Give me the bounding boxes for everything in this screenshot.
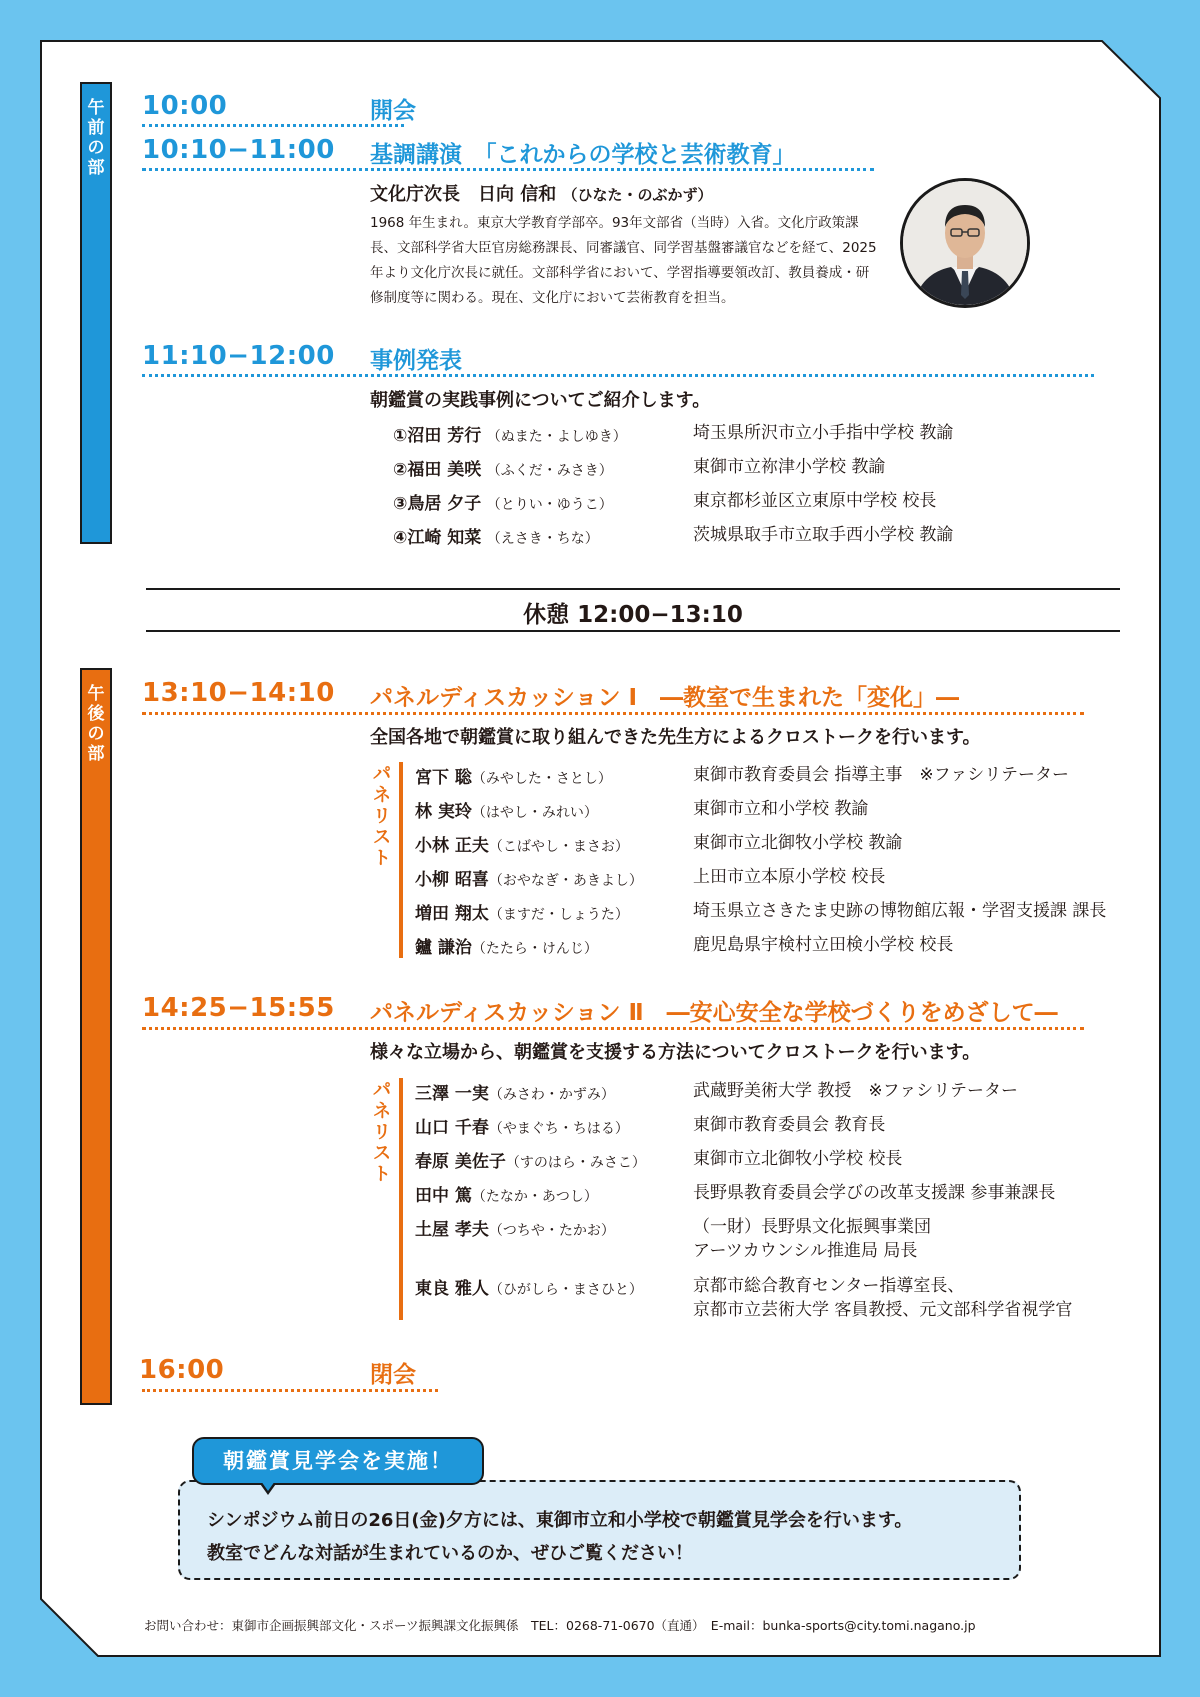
panelist-row	[415, 865, 643, 890]
tab-char: 午	[87, 684, 105, 704]
panel2-title: パネルディスカッション Ⅱ ―安心安全な学校づくりをめざして―	[370, 1000, 1058, 1026]
panelist-reading: （みやした・さとし）	[471, 771, 612, 787]
presenter-row	[393, 489, 613, 514]
panelist-reading: （たたら・けんじ）	[471, 941, 598, 957]
panelist-name: 鑪 謙治	[415, 938, 472, 958]
presenter-row	[393, 421, 627, 446]
panelist-org: 武蔵野美術大学 教授 ※ファシリテーター	[693, 1081, 1018, 1101]
presenter-name: ②福田 美咲	[393, 460, 482, 480]
keynote-speaker	[370, 180, 713, 206]
panelist-name: 小林 正夫	[415, 836, 489, 856]
notice-badge: 朝鑑賞見学会を実施！	[192, 1437, 484, 1485]
cases-lead: 朝鑑賞の実践事例についてご紹介します。	[370, 390, 711, 411]
speaker-name: 文化庁次長 日向 信和	[370, 184, 557, 205]
panel2-time: 14:25−15:55	[142, 993, 335, 1023]
panelist-reading: （こばやし・まさお）	[488, 839, 629, 855]
presenter-reading: （ぬまた・よしゆき）	[486, 429, 627, 445]
panelist-name: 春原 美佐子	[415, 1152, 506, 1172]
panelist-name: 増田 翔太	[415, 904, 489, 924]
panelist-name: 三澤 一実	[415, 1084, 489, 1104]
panelist-org: 東御市立和小学校 教諭	[693, 799, 869, 819]
panelist-org	[693, 1215, 931, 1263]
morning-section-tab	[80, 82, 112, 544]
notice-line: 教室でどんな対話が生まれているのか、ぜひご覧ください！	[207, 1543, 693, 1564]
panelist-row	[415, 1147, 646, 1172]
panelist-bar	[399, 762, 403, 958]
cases-time: 11:10−12:00	[142, 341, 335, 371]
panelist-row	[415, 763, 612, 788]
panelist-label-char: ト	[373, 1164, 391, 1185]
panelist-name: 林 実玲	[415, 802, 472, 822]
panelist-label-char: ネ	[373, 785, 391, 806]
speaker-photo	[900, 178, 1030, 308]
panelist-row	[415, 1274, 643, 1299]
panelist-org-line: 京都市総合教育センター指導室長、	[693, 1276, 965, 1296]
panelist-row	[415, 933, 598, 958]
panelist-label-char: ス	[373, 1143, 391, 1164]
divider	[142, 168, 874, 171]
tab-char: 前	[87, 118, 105, 138]
panelist-reading: （つちや・たかお）	[488, 1223, 615, 1239]
panelist-reading: （おやなぎ・あきよし）	[488, 873, 643, 889]
presenter-reading: （ふくだ・みさき）	[486, 463, 613, 479]
cases-title: 事例発表	[370, 348, 462, 374]
presenter-org: 東御市立祢津小学校 教諭	[693, 457, 886, 477]
afternoon-section-tab	[80, 668, 112, 1405]
panelist-reading: （はやし・みれい）	[471, 805, 598, 821]
panelist-row	[415, 797, 598, 822]
presenter-reading: （とりい・ゆうこ）	[486, 497, 613, 513]
presenter-org: 茨城県取手市立取手西小学校 教諭	[693, 525, 954, 545]
panelist-label-char: パ	[373, 1080, 391, 1101]
speaker-reading: （ひなた・のぶかず）	[562, 186, 713, 204]
panelist-row	[415, 1113, 629, 1138]
tab-char: 後	[87, 704, 105, 724]
presenter-row	[393, 455, 613, 480]
presenter-name: ④江崎 知菜	[393, 528, 482, 548]
panelist-label	[371, 764, 393, 869]
panelist-label-char: パ	[373, 764, 391, 785]
panelist-org: 東御市教育委員会 指導主事 ※ファシリテーター	[693, 765, 1069, 785]
panelist-name: 小柳 昭喜	[415, 870, 489, 890]
opening-title: 開会	[370, 98, 416, 124]
notice-text	[207, 1504, 912, 1570]
panelist-reading: （ひがしら・まさひと）	[488, 1282, 643, 1298]
panelist-name: 宮下 聡	[415, 768, 472, 788]
opening-time: 10:00	[142, 91, 228, 121]
panelist-reading: （ますだ・しょうた）	[488, 907, 629, 923]
panel2-lead: 様々な立場から、朝鑑賞を支援する方法についてクロストークを行います。	[370, 1042, 981, 1063]
keynote-time: 10:10−11:00	[142, 135, 335, 165]
contact-info: お問い合わせ：東御市企画振興部文化・スポーツ振興課文化振興係 TEL：0268-71-0670（直通） E-mail：bunka-sports@city.tomi.nagano.jp	[144, 1618, 976, 1633]
break-label: 休憩 12:00−13:10	[523, 602, 743, 628]
panelist-org-line: アーツカウンシル推進局 局長	[693, 1241, 918, 1261]
notice-line: シンポジウム前日の26日(金)夕方には、東御市立和小学校で朝鑑賞見学会を行います。	[207, 1510, 913, 1531]
panelist-reading: （すのはら・みさこ）	[505, 1155, 646, 1171]
panel1-time: 13:10−14:10	[142, 678, 335, 708]
speaker-bio: 1968 年生まれ。東京大学教育学部卒。93年文部省（当時）入省。文化庁政策課長、文部科学省大臣官房総務課長、同審議官、同学習基盤審議官などを経て、2025年より文化庁次長に就任。文部科学省において、学習指導要領改訂、教員養成・研修制度等に関わる。現在、文化庁において芸術教育を担当。	[370, 215, 877, 306]
divider	[142, 374, 1094, 377]
panelist-org-line: （一財）長野県文化振興事業団	[693, 1217, 931, 1237]
tab-char: 午	[87, 98, 105, 118]
panelist-row	[415, 1181, 598, 1206]
panelist-label-char: ス	[373, 827, 391, 848]
panelist-label	[371, 1080, 393, 1185]
panelist-reading: （たなか・あつし）	[471, 1189, 598, 1205]
panelist-org: 東御市立北御牧小学校 教諭	[693, 833, 903, 853]
divider	[142, 712, 1084, 715]
panelist-org: 東御市教育委員会 教育長	[693, 1115, 886, 1135]
panelist-row	[415, 1079, 615, 1104]
closing-time: 16:00	[139, 1355, 225, 1385]
presenter-org: 東京都杉並区立東原中学校 校長	[693, 491, 937, 511]
presenter-reading: （えさき・ちな）	[486, 531, 599, 547]
tab-char: の	[87, 724, 105, 744]
panelist-row	[415, 1215, 615, 1240]
panelist-reading: （やまぐち・ちはる）	[488, 1121, 629, 1137]
panelist-name: 山口 千春	[415, 1118, 489, 1138]
panelist-row	[415, 831, 629, 856]
tab-char: の	[87, 138, 105, 158]
panelist-bar	[399, 1078, 403, 1320]
break-rule-top	[146, 588, 1120, 590]
presenter-name: ③鳥居 夕子	[393, 494, 482, 514]
panelist-org: 長野県教育委員会学びの改革支援課 参事兼課長	[693, 1183, 1056, 1203]
panel1-title: パネルディスカッション Ⅰ ―教室で生まれた「変化」―	[370, 685, 960, 711]
panelist-org: 埼玉県立さきたま史跡の博物館広報・学習支援課 課長	[693, 901, 1107, 921]
keynote-title: 基調講演 「これからの学校と芸術教育」	[370, 142, 796, 168]
break-rule-bottom	[146, 630, 1120, 632]
panelist-org-line: 京都市立芸術大学 客員教授、元文部科学省視学官	[693, 1300, 1073, 1320]
panelist-label-char: ト	[373, 848, 391, 869]
panelist-org: 東御市立北御牧小学校 校長	[693, 1149, 903, 1169]
panelist-org	[693, 1274, 1072, 1322]
tab-char: 部	[87, 744, 105, 764]
divider	[142, 1027, 1084, 1030]
panelist-label-char: リ	[373, 806, 391, 827]
tab-char: 部	[87, 158, 105, 178]
panelist-row	[415, 899, 629, 924]
panelist-name: 東良 雅人	[415, 1279, 489, 1299]
panelist-name: 土屋 孝夫	[415, 1220, 489, 1240]
panelist-org: 上田市立本原小学校 校長	[693, 867, 886, 887]
closing-title: 閉会	[370, 1362, 416, 1388]
bubble-tail	[261, 1481, 275, 1491]
panelist-name: 田中 篤	[415, 1186, 472, 1206]
presenter-name: ①沼田 芳行	[393, 426, 482, 446]
presenter-row	[393, 523, 599, 548]
divider	[142, 124, 404, 127]
presenter-org: 埼玉県所沢市立小手指中学校 教諭	[693, 423, 954, 443]
divider	[142, 1389, 438, 1392]
panelist-label-char: リ	[373, 1122, 391, 1143]
panelist-org: 鹿児島県宇検村立田検小学校 校長	[693, 935, 954, 955]
panelist-reading: （みさわ・かずみ）	[488, 1087, 615, 1103]
panelist-label-char: ネ	[373, 1101, 391, 1122]
panel1-lead: 全国各地で朝鑑賞に取り組んできた先生方によるクロストークを行います。	[370, 727, 981, 748]
